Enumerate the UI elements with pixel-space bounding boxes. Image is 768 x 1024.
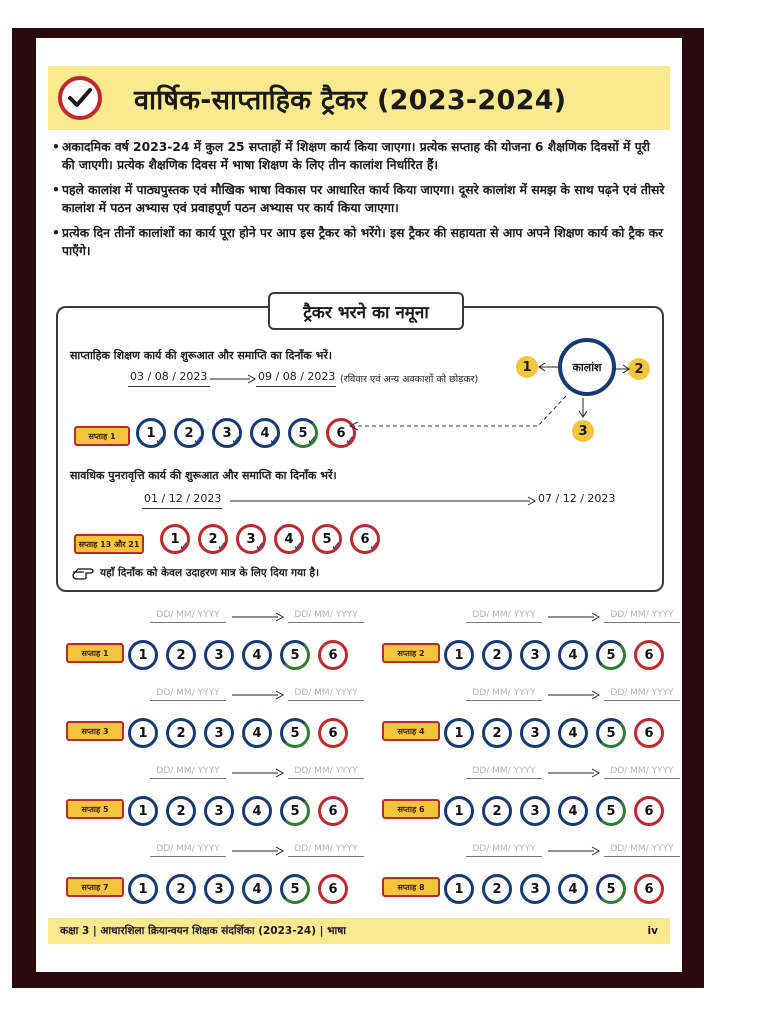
- week-tag: सप्ताह 3: [66, 721, 124, 741]
- day-number: 6: [328, 725, 338, 741]
- day-number: 5: [322, 531, 332, 547]
- day-number: 4: [284, 531, 294, 547]
- day-number: 2: [492, 725, 502, 741]
- day-circle[interactable]: [596, 796, 626, 826]
- period-number-badge: 3: [572, 420, 594, 442]
- day-row: [444, 638, 676, 670]
- sample-day-row: [136, 416, 366, 452]
- week-tag: सप्ताह 5: [66, 799, 124, 819]
- day-number: 4: [568, 725, 578, 741]
- checkmark-icon: ✓: [306, 433, 317, 447]
- start-date-field[interactable]: DD/ MM/ YYYY: [466, 844, 542, 857]
- sample-heading: ट्रैकर भरने का नमूना: [268, 292, 464, 330]
- day-row: [128, 716, 360, 748]
- week-tracker: [382, 844, 672, 906]
- day-number: 6: [360, 531, 370, 547]
- day-number: 1: [454, 647, 464, 663]
- day-circle[interactable]: [444, 796, 474, 826]
- end-date-field[interactable]: DD/ MM/ YYYY: [604, 610, 680, 623]
- arrow-icon: [232, 612, 284, 622]
- page-number: iv: [647, 925, 658, 937]
- pointing-hand-icon: [72, 566, 94, 580]
- day-number: 2: [176, 881, 186, 897]
- day-circle[interactable]: [288, 418, 318, 448]
- day-circle[interactable]: [520, 640, 550, 670]
- day-number: 5: [290, 725, 300, 741]
- day-circle[interactable]: [318, 874, 348, 904]
- day-circle[interactable]: [444, 718, 474, 748]
- day-number: 1: [138, 725, 148, 741]
- page-title: वार्षिक-साप्ताहिक ट्रैकर (2023-2024): [134, 84, 567, 116]
- checkmark-icon: ✓: [192, 433, 203, 447]
- day-number: 6: [336, 425, 346, 441]
- start-date-field[interactable]: DD/ MM/ YYYY: [466, 688, 542, 701]
- day-circle[interactable]: [596, 718, 626, 748]
- example-note: [72, 566, 319, 580]
- day-number: 4: [252, 725, 262, 741]
- day-number: 5: [606, 725, 616, 741]
- day-circle[interactable]: [482, 640, 512, 670]
- day-number: 2: [176, 647, 186, 663]
- day-circle[interactable]: [242, 796, 272, 826]
- week-tag: सप्ताह 13 और 21: [74, 534, 144, 554]
- week-tracker: [66, 688, 356, 750]
- arrow-icon: [548, 612, 600, 622]
- checkmark-icon: ✓: [268, 433, 279, 447]
- day-number: 3: [246, 531, 256, 547]
- checkmark-icon: ✓: [330, 539, 341, 553]
- day-number: 4: [568, 881, 578, 897]
- day-row: [444, 716, 676, 748]
- start-date-field[interactable]: DD/ MM/ YYYY: [150, 688, 226, 701]
- arrow-icon: [210, 374, 256, 384]
- day-circle[interactable]: [558, 718, 588, 748]
- week-tag: सप्ताह 6: [382, 799, 440, 819]
- day-circle[interactable]: [212, 418, 242, 448]
- day-number: 5: [290, 647, 300, 663]
- day-number: 5: [606, 881, 616, 897]
- arrow-icon: [548, 846, 600, 856]
- example-note-text: यहाँ दिनाँक को केवल उदाहरण मात्र के लिए दिया गया है।: [100, 567, 320, 579]
- arrow-down-icon: [578, 398, 588, 418]
- day-number: 2: [176, 803, 186, 819]
- end-date-field[interactable]: DD/ MM/ YYYY: [604, 844, 680, 857]
- day-number: 3: [214, 881, 224, 897]
- day-circle[interactable]: [558, 874, 588, 904]
- arrow-icon: [232, 690, 284, 700]
- day-circle[interactable]: [128, 796, 158, 826]
- week-tag: सप्ताह 8: [382, 877, 440, 897]
- intro-list: [52, 138, 666, 267]
- arrow-icon: [548, 690, 600, 700]
- week-tracker: [382, 766, 672, 828]
- day-circle[interactable]: [166, 718, 196, 748]
- checkmark-icon: ✓: [216, 539, 227, 553]
- start-date-field[interactable]: DD/ MM/ YYYY: [150, 766, 226, 779]
- checkmark-icon: ✓: [368, 539, 379, 553]
- day-circle[interactable]: [204, 874, 234, 904]
- checkmark-icon: ✓: [344, 433, 355, 447]
- day-circle[interactable]: [242, 874, 272, 904]
- checkmark-icon: ✓: [254, 539, 265, 553]
- day-circle[interactable]: [318, 640, 348, 670]
- day-circle[interactable]: [520, 796, 550, 826]
- day-circle[interactable]: [558, 640, 588, 670]
- arrow-icon: [232, 846, 284, 856]
- day-circle[interactable]: [198, 524, 228, 554]
- day-number: 3: [530, 647, 540, 663]
- week-tracker: [66, 844, 356, 906]
- day-number: 1: [138, 881, 148, 897]
- day-row: [128, 872, 360, 904]
- day-number: 4: [252, 647, 262, 663]
- day-circle[interactable]: [166, 874, 196, 904]
- day-circle[interactable]: [128, 640, 158, 670]
- day-circle[interactable]: [204, 718, 234, 748]
- day-number: 5: [606, 803, 616, 819]
- end-date-field[interactable]: DD/ MM/ YYYY: [288, 688, 364, 701]
- revision-instruction: सावधिक पुनरावृत्ति कार्य की शुरूआत और समाप्ति का दिनाँक भरें।: [70, 469, 337, 482]
- intro-item: • प्रत्येक दिन तीनों कालांशों का कार्य पूरा होने पर आप इस ट्रैकर को भरेंगे। इस ट्रैकर की सहायता से आप अपने शिक्षण कार्य को ट्रैक कर पाएँगे।: [52, 224, 666, 260]
- day-number: 6: [328, 881, 338, 897]
- period-number-badge: 1: [516, 356, 538, 378]
- checkmark-icon: ✓: [154, 433, 165, 447]
- day-number: 6: [644, 725, 654, 741]
- arrow-icon: [230, 496, 536, 506]
- weekly-instruction: साप्ताहिक शिक्षण कार्य की शुरूआत और समाप्ति का दिनाँक भरें।: [70, 349, 332, 362]
- day-number: 1: [170, 531, 180, 547]
- sample-day-row: [160, 522, 400, 558]
- arrow-left-icon: [538, 362, 558, 372]
- day-number: 2: [184, 425, 194, 441]
- day-number: 3: [214, 647, 224, 663]
- date-underline: [142, 508, 222, 509]
- day-number: 5: [606, 647, 616, 663]
- day-circle[interactable]: [444, 640, 474, 670]
- end-date-field[interactable]: DD/ MM/ YYYY: [604, 688, 680, 701]
- day-number: 1: [146, 425, 156, 441]
- dashed-connector: [348, 394, 568, 434]
- arrow-icon: [548, 768, 600, 778]
- day-circle[interactable]: [242, 640, 272, 670]
- day-number: 1: [454, 803, 464, 819]
- day-number: 3: [214, 803, 224, 819]
- week-tracker: [382, 610, 672, 672]
- revision-end-date: 07 / 12 / 2023: [538, 492, 616, 505]
- day-circle[interactable]: [174, 418, 204, 448]
- checkmark-icon: ✓: [230, 433, 241, 447]
- day-circle[interactable]: [166, 796, 196, 826]
- date-underline: [256, 386, 336, 387]
- arrow-right-icon: [614, 364, 630, 374]
- day-number: 6: [328, 647, 338, 663]
- day-circle[interactable]: [166, 640, 196, 670]
- day-circle[interactable]: [520, 874, 550, 904]
- weekly-note: (रविवार एवं अन्य अवकाशों को छोड़कर): [340, 374, 479, 385]
- day-number: 4: [252, 881, 262, 897]
- day-row: [128, 794, 360, 826]
- day-number: 1: [454, 725, 464, 741]
- day-row: [128, 638, 360, 670]
- week-tracker: [382, 688, 672, 750]
- day-number: 3: [530, 881, 540, 897]
- week-tag: सप्ताह 1: [74, 426, 130, 446]
- day-number: 3: [530, 803, 540, 819]
- day-number: 1: [454, 881, 464, 897]
- day-circle[interactable]: [280, 874, 310, 904]
- day-circle[interactable]: [236, 524, 266, 554]
- start-date-field[interactable]: DD/ MM/ YYYY: [150, 844, 226, 857]
- week-tag: सप्ताह 4: [382, 721, 440, 741]
- checkmark-icon: [58, 76, 102, 120]
- day-circle[interactable]: [634, 796, 664, 826]
- title-banner: [48, 66, 670, 130]
- day-circle[interactable]: [634, 640, 664, 670]
- week-tag: सप्ताह 1: [66, 643, 124, 663]
- weekly-start-date: 03 / 08 / 2023: [130, 370, 208, 383]
- day-circle[interactable]: [558, 796, 588, 826]
- day-circle[interactable]: [482, 874, 512, 904]
- period-circle: कालांश: [558, 338, 616, 396]
- day-row: [444, 794, 676, 826]
- end-date-field[interactable]: DD/ MM/ YYYY: [604, 766, 680, 779]
- day-number: 2: [492, 803, 502, 819]
- checkmark-icon: ✓: [178, 539, 189, 553]
- sample-box: [56, 302, 664, 592]
- day-circle[interactable]: [596, 874, 626, 904]
- start-date-field[interactable]: DD/ MM/ YYYY: [466, 610, 542, 623]
- day-circle[interactable]: [280, 796, 310, 826]
- day-circle[interactable]: [318, 718, 348, 748]
- weekly-end-date: 09 / 08 / 2023: [258, 370, 336, 383]
- day-circle[interactable]: [204, 796, 234, 826]
- day-row: [444, 872, 676, 904]
- day-circle[interactable]: [444, 874, 474, 904]
- day-number: 1: [138, 803, 148, 819]
- day-number: 5: [298, 425, 308, 441]
- page: [36, 38, 682, 972]
- end-date-field[interactable]: DD/ MM/ YYYY: [288, 766, 364, 779]
- date-underline: [128, 386, 210, 387]
- day-circle[interactable]: [204, 640, 234, 670]
- intro-item: • पहले कालांश में पाठ्यपुस्तक एवं मौखिक भाषा विकास पर आधारित कार्य किया जाएगा। दूसरे कालांश में समझ के साथ पढ़ने एवं तीसरे कालांश में पठन अभ्यास एवं प्रवाहपूर्ण पठन अभ्यास पर कार्य किया जाएगा।: [52, 181, 666, 217]
- day-circle[interactable]: [250, 418, 280, 448]
- day-number: 6: [644, 647, 654, 663]
- day-number: 4: [252, 803, 262, 819]
- checkmark-icon: ✓: [292, 539, 303, 553]
- day-circle[interactable]: [280, 640, 310, 670]
- day-number: 4: [568, 647, 578, 663]
- intro-item: • अकादमिक वर्ष 2023-24 में कुल 25 सप्ताहों में शिक्षण कार्य किया जाएगा। प्रत्येक सप्ताह की योजना 6 शैक्षणिक दिवसों में पूरी की जाएगी। प्रत्येक शैक्षणिक दिवस में भाषा शिक्षण के लिए तीन कालांश निर्धारित हैं।: [52, 138, 666, 174]
- day-circle[interactable]: [128, 874, 158, 904]
- start-date-field[interactable]: DD/ MM/ YYYY: [150, 610, 226, 623]
- day-circle[interactable]: [482, 796, 512, 826]
- day-circle[interactable]: [318, 796, 348, 826]
- day-circle[interactable]: [136, 418, 166, 448]
- day-number: 2: [176, 725, 186, 741]
- page-footer: [48, 918, 670, 944]
- day-number: 4: [568, 803, 578, 819]
- day-number: 3: [530, 725, 540, 741]
- day-number: 6: [644, 881, 654, 897]
- arrow-icon: [232, 768, 284, 778]
- revision-start-date: 01 / 12 / 2023: [144, 492, 222, 505]
- week-tag: सप्ताह 7: [66, 877, 124, 897]
- end-date-field[interactable]: DD/ MM/ YYYY: [288, 844, 364, 857]
- day-number: 2: [492, 647, 502, 663]
- day-circle[interactable]: [160, 524, 190, 554]
- day-circle[interactable]: [482, 718, 512, 748]
- start-date-field[interactable]: DD/ MM/ YYYY: [466, 766, 542, 779]
- day-number: 2: [208, 531, 218, 547]
- day-number: 3: [222, 425, 232, 441]
- day-number: 6: [644, 803, 654, 819]
- day-number: 3: [214, 725, 224, 741]
- day-circle[interactable]: [634, 718, 664, 748]
- day-number: 5: [290, 881, 300, 897]
- day-number: 1: [138, 647, 148, 663]
- day-circle[interactable]: [128, 718, 158, 748]
- week-tracker: [66, 766, 356, 828]
- day-number: 4: [260, 425, 270, 441]
- week-tracker: [66, 610, 356, 672]
- day-circle[interactable]: [634, 874, 664, 904]
- day-circle[interactable]: [350, 524, 380, 554]
- day-number: 5: [290, 803, 300, 819]
- day-circle[interactable]: [242, 718, 272, 748]
- day-number: 6: [328, 803, 338, 819]
- footer-text: कक्षा 3 | आधारशिला क्रियान्वयन शिक्षक संदर्शिका (2023-24) | भाषा: [60, 925, 347, 937]
- day-circle[interactable]: [312, 524, 342, 554]
- day-circle[interactable]: [274, 524, 304, 554]
- day-circle[interactable]: [520, 718, 550, 748]
- week-tag: सप्ताह 2: [382, 643, 440, 663]
- day-circle[interactable]: [280, 718, 310, 748]
- end-date-field[interactable]: DD/ MM/ YYYY: [288, 610, 364, 623]
- day-circle[interactable]: [596, 640, 626, 670]
- day-number: 2: [492, 881, 502, 897]
- period-number-badge: 2: [628, 358, 650, 380]
